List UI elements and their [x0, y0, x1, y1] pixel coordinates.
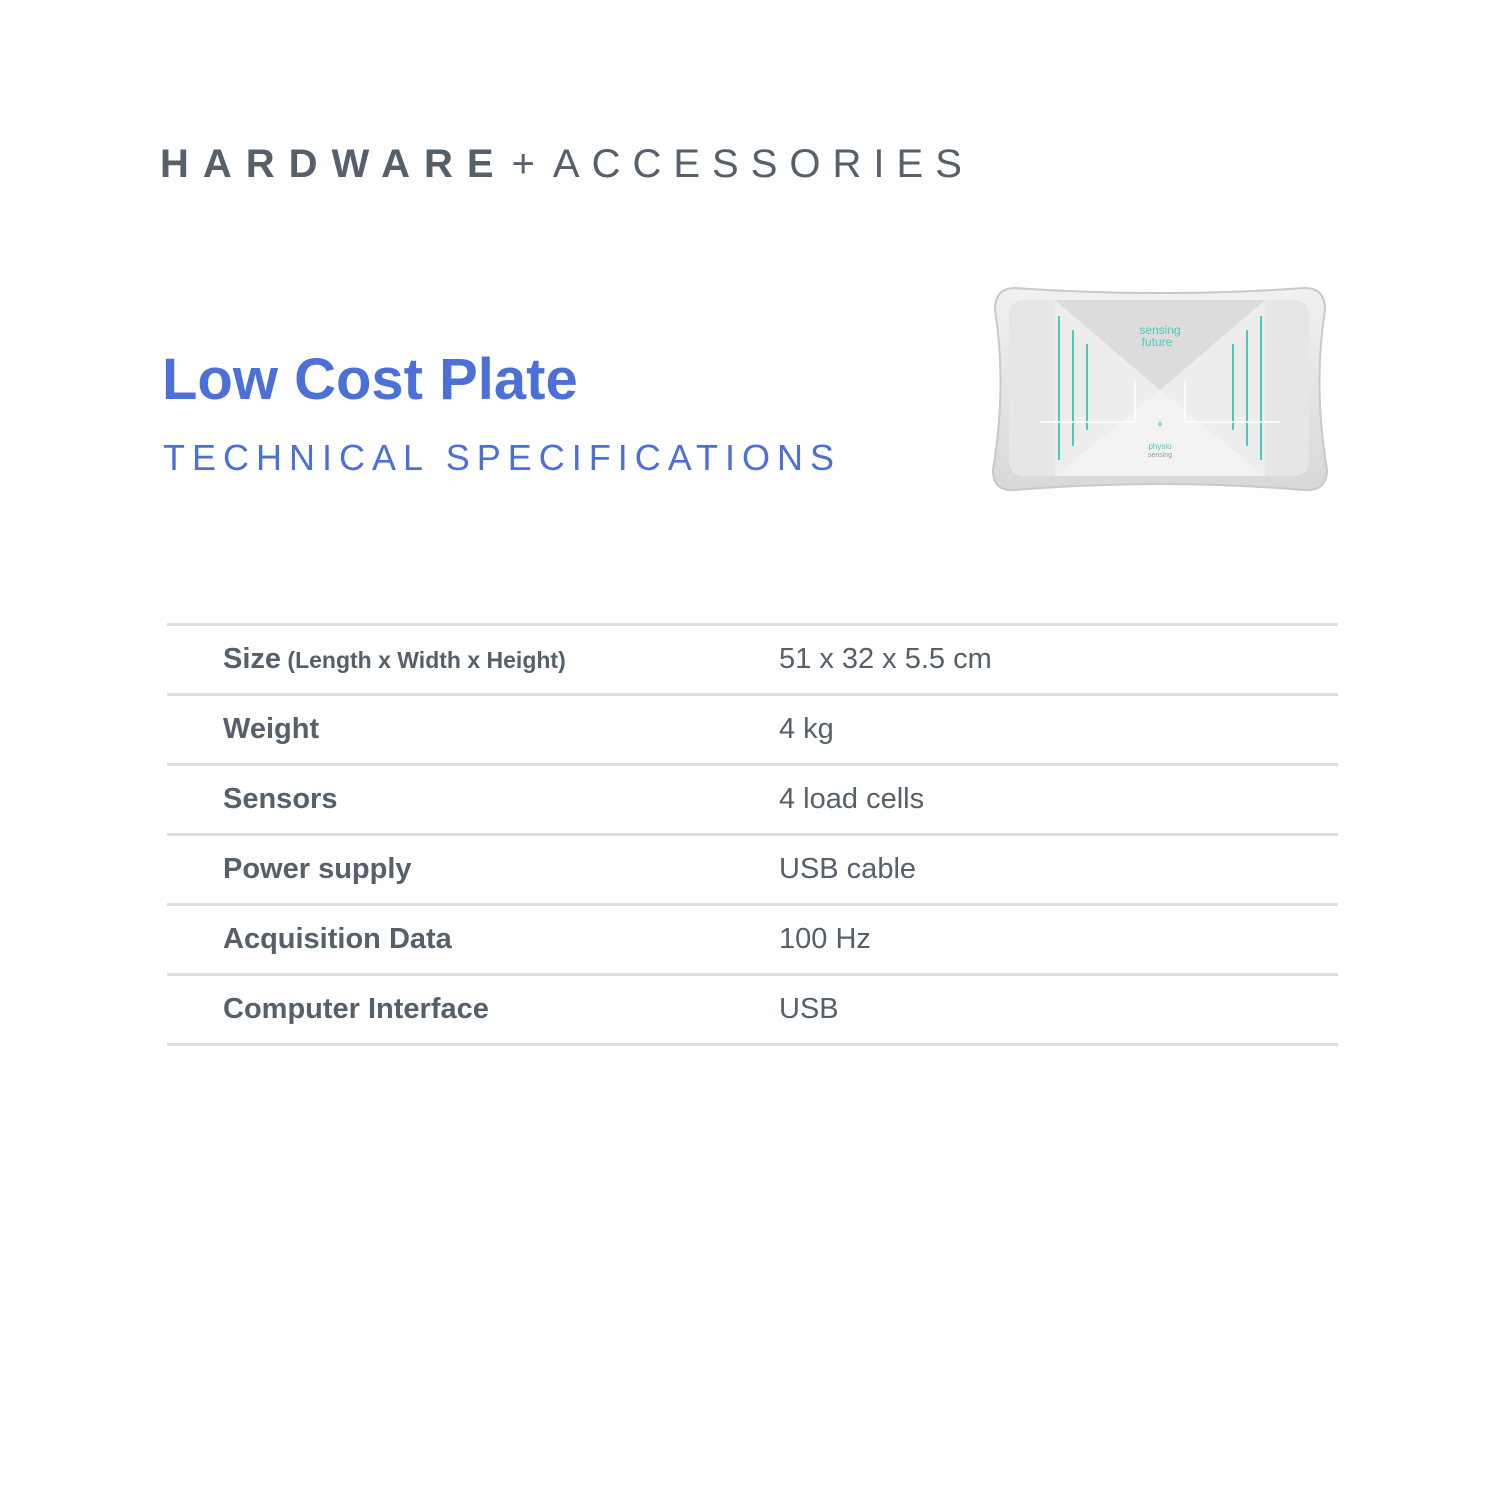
spec-value: 100 Hz	[779, 923, 871, 955]
plate-image	[985, 280, 1335, 500]
plate-logo-top: sensing	[1139, 323, 1181, 337]
spec-label: Power supply	[223, 853, 412, 885]
header-hardware: HARDWARE	[160, 142, 508, 186]
plate-brand-top: physio	[1148, 442, 1172, 451]
spec-label: Weight	[223, 713, 320, 745]
spec-row-size	[167, 626, 1338, 696]
spec-value: USB	[779, 993, 839, 1025]
spec-value: 51 x 32 x 5.5 cm	[779, 643, 992, 675]
spec-value: 4 kg	[779, 713, 834, 745]
spec-row-sensors	[167, 766, 1338, 836]
spec-table	[167, 623, 1338, 1046]
plate-logo-bottom: future	[1141, 335, 1173, 349]
spec-value: 4 load cells	[779, 783, 925, 815]
svg-text:+: +	[1156, 417, 1164, 431]
spec-row-acquisition-data	[167, 906, 1338, 976]
product-title: Low Cost Plate	[162, 347, 578, 412]
plate-illustration	[985, 280, 1335, 500]
spec-label: Sensors	[223, 783, 338, 815]
spec-label: Size (Length x Width x Height)	[223, 643, 566, 675]
spec-label: Computer Interface	[223, 993, 489, 1025]
spec-value: USB cable	[779, 853, 917, 885]
header-accessories: ACCESSORIES	[552, 142, 974, 186]
spec-label-note: (Length x Width x Height)	[281, 647, 566, 673]
plate-brand-bottom: sensing	[1147, 452, 1173, 459]
header-plus: +	[511, 142, 535, 186]
spec-row-power-supply	[167, 836, 1338, 906]
spec-row-weight	[167, 696, 1338, 766]
section-header	[160, 140, 974, 188]
spec-row-computer-interface	[167, 976, 1338, 1046]
product-subtitle: TECHNICAL SPECIFICATIONS	[163, 437, 842, 478]
spec-label: Acquisition Data	[223, 923, 452, 955]
